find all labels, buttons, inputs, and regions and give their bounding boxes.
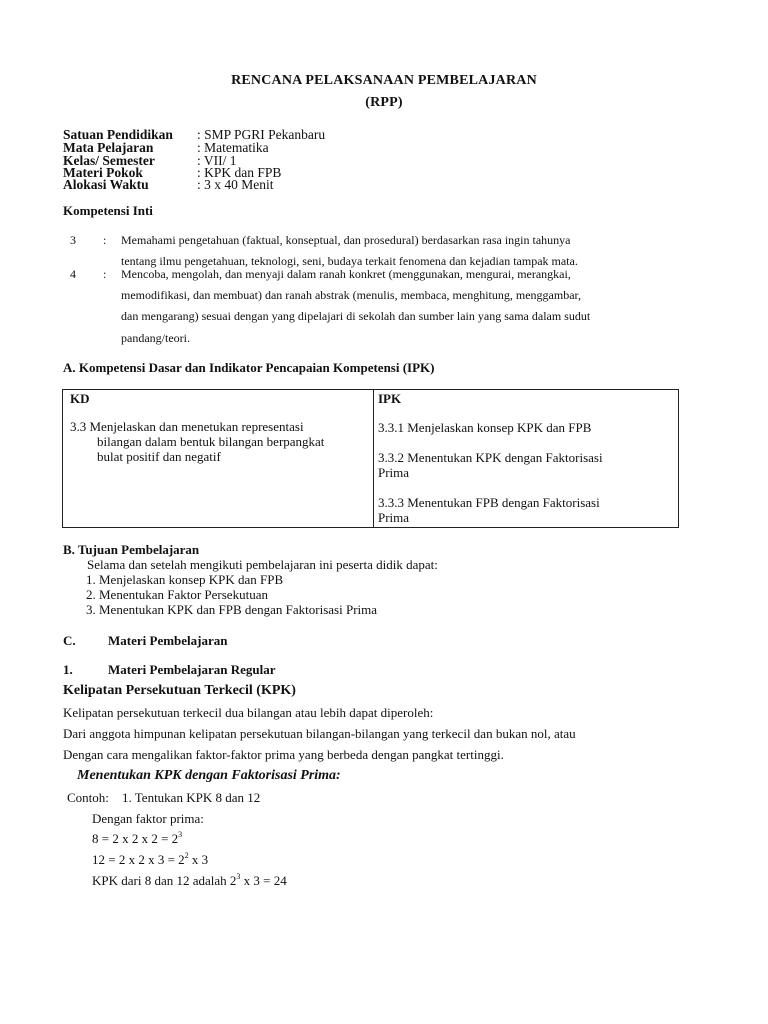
paragraph: Kelipatan persekutuan terkecil dua bilangan atau lebih dapat diperoleh: [63,705,434,720]
ipk-header: IPK [378,391,402,406]
ipk-item-cont: Prima [378,510,410,525]
identity-value: : Matematika [197,140,269,155]
identity-key: Kelas/ Semester [63,153,155,168]
identity-value: : KPK dan FPB [197,165,282,180]
ki-line: tentang ilmu pengetahuan, teknologi, seni, budaya terkait fenomena dan kejadian tampak mata. [121,254,578,268]
step-base: 12 = 2 x 2 x 3 = 2 [92,852,185,867]
step-base: 8 = 2 x 2 x 2 = 2 [92,831,179,846]
ki-line: Memahami pengetahuan (faktual, konseptual, dan prosedural) berdasarkan rasa ingin tahunya [121,233,571,247]
italic-heading: Menentukan KPK dengan Faktorisasi Prima: [77,768,341,783]
step-tail: x 3 = 24 [240,873,287,888]
identity-key: Materi Pokok [63,165,143,180]
subsection-heading: Materi Pembelajaran Regular [108,662,276,677]
kd-line: 3.3 Menjelaskan dan menetukan representasi [70,419,304,434]
ipk-item: 3.3.3 Menentukan FPB dengan Faktorisasi [378,495,600,510]
example-step [92,831,182,847]
ki-heading: Kompetensi Inti [63,203,153,218]
ipk-item: 3.3.1 Menjelaskan konsep KPK dan FPB [378,420,592,435]
objective-item: 3. Menentukan KPK dan FPB dengan Faktorisasi Prima [86,602,378,617]
identity-key: Satuan Pendidikan [63,127,173,142]
section-b-intro: Selama dan setelah mengikuti pembelajaran ini peserta didik dapat: [87,557,438,572]
kd-line: bulat positif dan negatif [97,449,221,464]
subsection-label: 1. [63,662,73,677]
example-step [92,852,208,868]
step-tail: x 3 [188,852,209,867]
section-b-heading: B. Tujuan Pembelajaran [63,542,200,557]
ki-number: 3 [70,233,76,247]
identity-key: Alokasi Waktu [63,177,149,192]
identity-key: Mata Pelajaran [63,140,154,155]
step-exponent: 2 [184,851,189,860]
objective-item: 2. Menentukan Faktor Persekutuan [86,587,268,602]
step-exponent: 3 [236,872,241,881]
ki-separator: : [103,267,107,281]
section-c-label: C. [63,633,76,648]
document-title: RENCANA PELAKSANAAN PEMBELAJARAN [231,73,537,88]
paragraph: Dengan cara mengalikan faktor-faktor prima yang berbeda dengan pangkat tertinggi. [63,747,504,762]
paragraph: Dari anggota himpunan kelipatan persekutuan bilangan-bilangan yang terkecil dan bukan nol, atau [63,726,576,741]
kd-column [63,390,374,528]
ki-number: 4 [70,267,76,281]
document-subtitle: (RPP) [365,95,403,110]
ki-line: memodifikasi, dan membuat) dan ranah abstrak (menulis, membaca, menghitung, menggambar, [121,288,582,302]
ki-separator: : [103,233,107,247]
ipk-item: 3.3.2 Menentukan KPK dengan Faktorisasi [378,450,603,465]
example-step: Dengan faktor prima: [92,811,204,826]
section-c-heading: Materi Pembelajaran [108,633,228,648]
ki-line: Mencoba, mengolah, dan menyaji dalam ranah konkret (menggunakan, mengurai, merangkai, [121,267,571,281]
step-base: KPK dari 8 dan 12 adalah 2 [92,873,237,888]
kd-ipk-table [62,389,679,528]
kd-header: KD [70,391,90,406]
example-step [92,873,287,889]
example-label: Contoh: [67,790,109,805]
ipk-column [374,390,679,528]
kd-line: bilangan dalam bentuk bilangan berpangkat [97,434,325,449]
ki-line: dan mengarang) sesuai dengan yang dipelajari di sekolah dan sumber lain yang sama dalam sudut [121,309,591,323]
ipk-item-cont: Prima [378,465,410,480]
identity-value: : 3 x 40 Menit [197,177,274,192]
identity-value: : VII/ 1 [197,153,237,168]
section-a-heading: A. Kompetensi Dasar dan Indikator Pencapaian Kompetensi (IPK) [63,360,435,375]
ki-line: pandang/teori. [121,331,190,345]
example-question: 1. Tentukan KPK 8 dan 12 [122,790,261,805]
objective-item: 1. Menjelaskan konsep KPK dan FPB [86,572,284,587]
kpk-heading: Kelipatan Persekutuan Terkecil (KPK) [63,683,296,698]
identity-value: : SMP PGRI Pekanbaru [197,127,326,142]
step-exponent: 3 [178,830,183,839]
